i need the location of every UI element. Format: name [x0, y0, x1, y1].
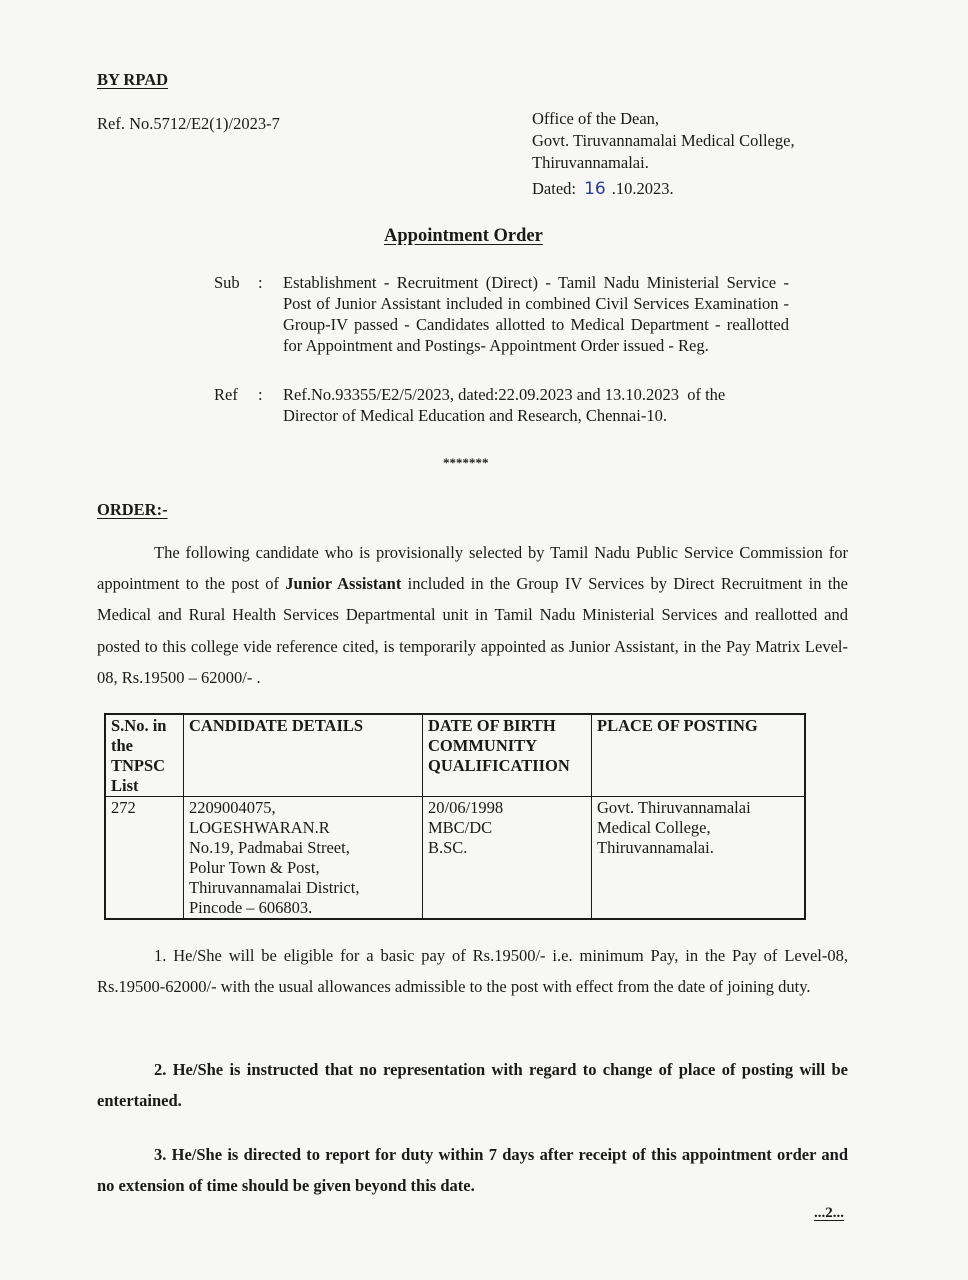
reference-line-2: Director of Medical Education and Research, Chennai-10.	[283, 406, 667, 425]
separator-stars: *******	[443, 455, 489, 470]
subject-label-group	[214, 272, 284, 293]
office-line-1: Office of the Dean,	[532, 109, 660, 128]
office-line-3: Thiruvannamalai.	[532, 153, 649, 172]
cell-place-of-posting: Govt. Thiruvannamalai Medical College, Thiruvannamalai.	[592, 797, 806, 920]
document-title: Appointment Order	[384, 226, 543, 246]
order-heading: ORDER:-	[97, 500, 168, 519]
point-2-text: 2. He/She is instructed that no representation with regard to change of place of posting will be entertained.	[97, 1060, 848, 1110]
dated-rest: .10.2023.	[611, 179, 674, 198]
point-1	[97, 940, 848, 1002]
post-name-bold: Junior Assistant	[285, 574, 402, 594]
reference-label: Ref	[214, 385, 238, 404]
subject-text: Establishment - Recruitment (Direct) - Tamil Nadu Ministerial Service - Post of Junior Assistant included in combined Civil Services Examination - Group-IV passed - Candidates allotted to Medical Department - reallotted for Appointment and Postings- Appointment Order issued - Reg.	[283, 273, 789, 355]
table-header-row	[105, 714, 805, 797]
header-place-of-posting: PLACE OF POSTING	[592, 714, 806, 797]
reference-colon: :	[258, 385, 263, 404]
reference-label-group	[214, 384, 284, 405]
point-1-text: 1. He/She will be eligible for a basic pay of Rs.19500/- i.e. minimum Pay, in the Pay of Level-08, Rs.19500-62000/- with the usual allowances admissible to the post with effect from the date of joining duty.	[97, 946, 848, 996]
point-3	[97, 1139, 848, 1201]
dated-label: Dated:	[532, 179, 576, 198]
show-through-text	[110, 140, 114, 157]
cell-dob-community-qualification: 20/06/1998 MBC/DC B.SC.	[423, 797, 592, 920]
reference-block	[214, 384, 789, 426]
point-3-text: 3. He/She is directed to report for duty within 7 days after receipt of this appointment order and no extension of time should be given beyond this date.	[97, 1145, 848, 1195]
order-text-part-1: The following candidate who is provisionally selected by Tamil Nadu Public Service Commission for appointment to the post of	[97, 543, 848, 594]
header-dob-community-qualification: DATE OF BIRTH COMMUNITY QUALIFICATIION	[423, 714, 592, 797]
subject-label: Sub	[214, 273, 240, 292]
cell-sno: 272	[105, 797, 184, 920]
table-row	[105, 797, 805, 920]
header-sno: S.No. in the TNPSC List	[105, 714, 184, 797]
reference-text	[283, 384, 789, 426]
header-candidate-details: CANDIDATE DETAILS	[184, 714, 423, 797]
candidate-table	[104, 713, 806, 920]
office-line-2: Govt. Tiruvannamalai Medical College,	[532, 131, 795, 150]
handwritten-day: 16	[584, 179, 606, 199]
order-text-part-2: included in the Group IV Services by Direct Recruitment in the Medical and Rural Health Services Departmental unit in Tamil Nadu Ministerial Services and reallotted and posted to this college vide reference cited, is temporarily appointed as Junior Assistant, in the Pay Matrix Level-08, Rs.19500 – 62000/- .	[97, 574, 848, 687]
reference-line-1: Ref.No.93355/E2/5/2023, dated:22.09.2023 and 13.10.2023 of the	[283, 385, 726, 404]
dated-line	[532, 178, 795, 200]
subject-colon: :	[258, 273, 263, 292]
order-paragraph	[97, 537, 848, 693]
cell-candidate-details: 2209004075, LOGESHWARAN.R No.19, Padmabai Street, Polur Town & Post, Thiruvannamalai District, Pincode – 606803.	[184, 797, 423, 920]
order-paragraph-text	[97, 537, 848, 693]
office-address	[532, 108, 795, 200]
subject-block	[214, 272, 789, 356]
reference-number: Ref. No.5712/E2(1)/2023-7	[97, 114, 280, 133]
dispatch-mode: BY RPAD	[97, 70, 169, 89]
point-2	[97, 1054, 848, 1116]
page-continuation: ...2...	[814, 1205, 844, 1221]
